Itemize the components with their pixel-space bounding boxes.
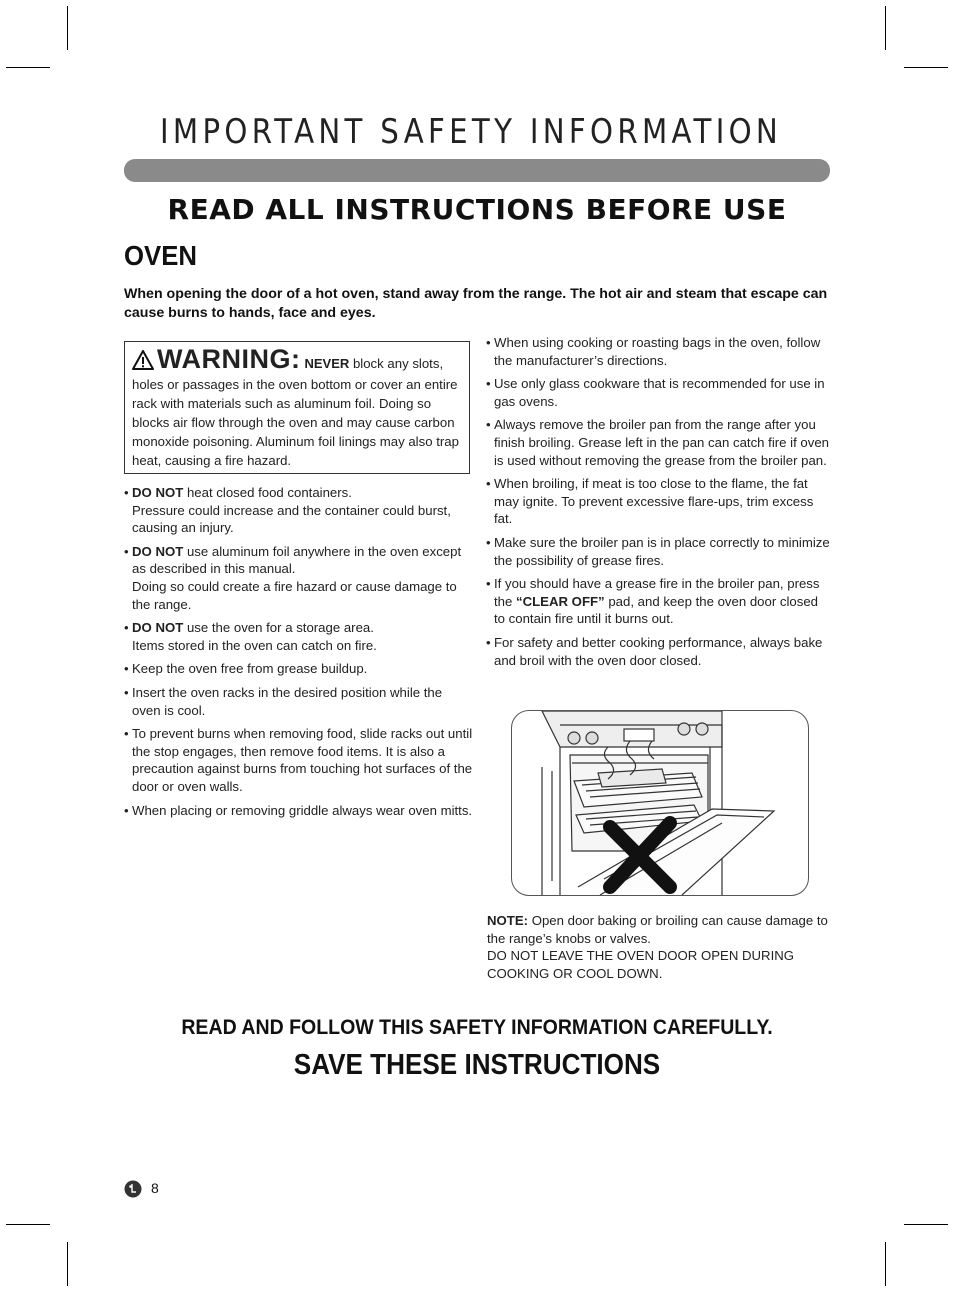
crop-mark [67, 1242, 68, 1286]
list-item: • When placing or removing griddle always wear oven mitts. [124, 802, 474, 820]
warning-box [124, 341, 470, 474]
crop-mark [904, 1224, 948, 1225]
note-block [487, 912, 832, 982]
list-item: • DO NOT use the oven for a storage area. Items stored in the oven can catch on fire. [124, 619, 474, 654]
crop-mark [904, 67, 948, 68]
title-bar [124, 159, 830, 182]
main-heading: READ ALL INSTRUCTIONS BEFORE USE [167, 193, 787, 226]
warning-triangle-icon [132, 350, 154, 375]
section-heading: OVEN [124, 240, 198, 271]
lg-logo-icon [124, 1180, 142, 1198]
crop-mark [885, 1242, 886, 1286]
footer-line-2: SAVE THESE INSTRUCTIONS [293, 1049, 661, 1081]
warning-never: NEVER [304, 356, 350, 371]
page-number: 8 [151, 1180, 159, 1196]
intro-paragraph: When opening the door of a hot oven, stand away from the range. The hot air and steam that escape can cause burns to hands, face and eyes. [124, 286, 828, 321]
note-label: NOTE: [487, 913, 529, 928]
list-item: • Make sure the broiler pan is in place correctly to minimize the possibility of grease fires. [486, 534, 832, 569]
crop-mark [6, 1224, 50, 1225]
right-bullet-list [486, 334, 832, 675]
list-item: • When using cooking or roasting bags in the oven, follow the manufacturer’s directions. [486, 334, 832, 369]
left-bullet-list [124, 484, 474, 825]
list-item: • When broiling, if meat is too close to the flame, the fat may ignite. To prevent excessive flare-ups, trim excess fat. [486, 475, 832, 528]
list-item: • DO NOT use aluminum foil anywhere in the oven except as described in this manual. Doing so could create a fire hazard or cause damage to the range. [124, 543, 474, 613]
footer-line-1: READ AND FOLLOW THIS SAFETY INFORMATION CAREFULLY. [181, 1016, 773, 1039]
list-item: • If you should have a grease fire in the broiler pan, press the “CLEAR OFF” pad, and keep the oven door closed to contain fire until it burns out. [486, 575, 832, 628]
list-item: • For safety and better cooking performance, always bake and broil with the oven door closed. [486, 634, 832, 669]
crop-mark [885, 6, 886, 50]
note-text: Open door baking or broiling can cause damage to the range’s knobs or valves. [487, 913, 828, 946]
list-item: • Use only glass cookware that is recommended for use in gas ovens. [486, 375, 832, 410]
list-item: • Keep the oven free from grease buildup. [124, 660, 474, 678]
crop-mark [6, 67, 50, 68]
list-item: • Insert the oven racks in the desired position while the oven is cool. [124, 684, 474, 719]
list-item: • To prevent burns when removing food, slide racks out until the stop engages, then remove food items. It is also a precaution against burns from touching hot surfaces of the door or oven walls. [124, 725, 474, 795]
list-item: • DO NOT heat closed food containers. Pressure could increase and the container could burst, causing an injury. [124, 484, 474, 537]
warning-label: WARNING: [157, 344, 301, 374]
warning-text: block any slots, holes or passages in the oven bottom or cover an entire rack with materials such as aluminum foil. Doing so blocks air flow through the oven and may cause carbon monoxide poisoning. Aluminum foil linings may also trap heat, causing a fire hazard. [132, 356, 459, 468]
note-caps: DO NOT LEAVE THE OVEN DOOR OPEN DURING COOKING OR COOL DOWN. [487, 948, 795, 981]
warning-text-block [132, 346, 469, 470]
list-item: • Always remove the broiler pan from the range after you finish broiling. Grease left in the pan can catch fire if oven is used without removing the grease from the broiler pan. [486, 416, 832, 469]
oven-door-open-illustration [511, 710, 809, 896]
crop-mark [67, 6, 68, 50]
page-title: IMPORTANT SAFETY INFORMATION [160, 112, 783, 152]
